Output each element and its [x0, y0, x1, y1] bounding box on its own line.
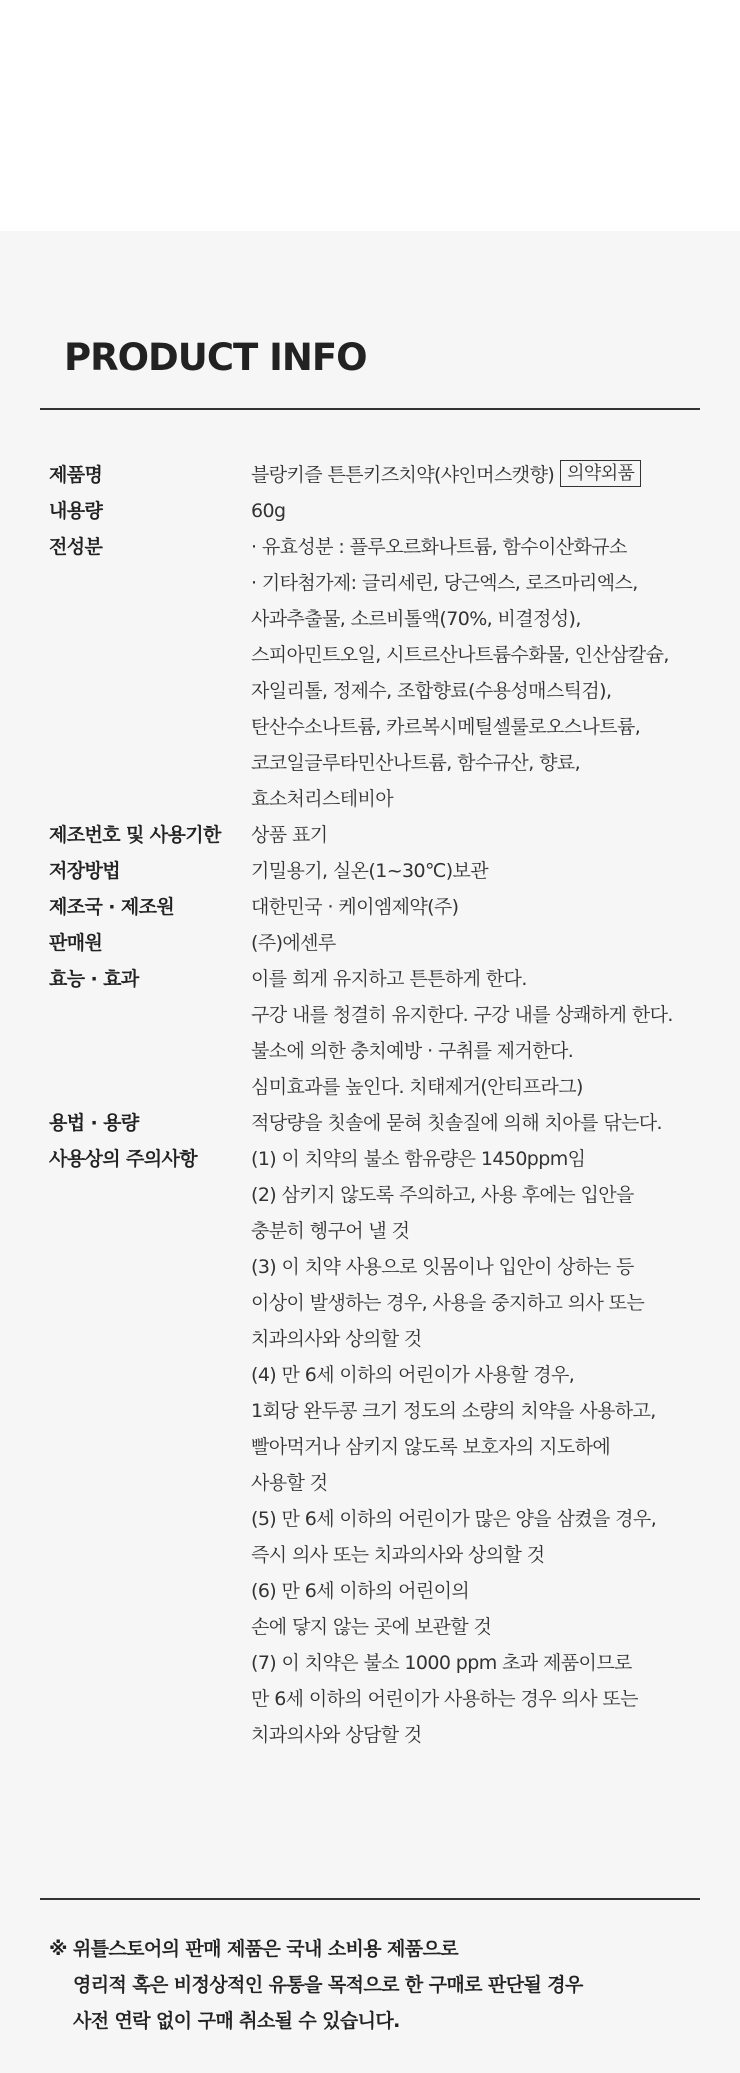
- info-label: 제조번호 및 사용기한: [49, 824, 221, 846]
- info-value: [251, 1141, 709, 1753]
- title-divider: [40, 408, 700, 410]
- info-label: 용법 · 용량: [49, 1112, 139, 1134]
- info-value-line: (5) 만 6세 이하의 어린이가 많은 양을 삼켰을 경우,: [251, 1508, 657, 1530]
- footer-divider: [40, 1898, 700, 1900]
- info-label: 판매원: [49, 932, 103, 954]
- info-value-line: 기밀용기, 실온(1~30℃)보관: [251, 860, 489, 882]
- info-row: [49, 889, 709, 925]
- info-value-line: (1) 이 치약의 불소 함유량은 1450ppm임: [251, 1148, 586, 1170]
- info-value-line: 구강 내를 청결히 유지한다. 구강 내를 상쾌하게 한다.: [251, 1004, 673, 1026]
- info-value-line: 치과의사와 상의할 것: [251, 1328, 422, 1350]
- info-label: 제품명: [49, 464, 103, 486]
- info-value-line: 만 6세 이하의 어린이가 사용하는 경우 의사 또는: [251, 1688, 638, 1710]
- info-value-line: 사용할 것: [251, 1472, 328, 1494]
- info-label: 효능 · 효과: [49, 968, 139, 990]
- info-row: [49, 529, 709, 817]
- info-row: [49, 1105, 709, 1141]
- info-value-line: 즉시 의사 또는 치과의사와 상의할 것: [251, 1544, 545, 1566]
- section-title: PRODUCT INFO: [64, 336, 367, 379]
- info-label: 저장방법: [49, 860, 121, 882]
- info-value: [251, 529, 709, 817]
- info-row: [49, 493, 709, 529]
- info-label: 내용량: [49, 500, 103, 522]
- info-value: [251, 889, 709, 925]
- info-value: [251, 1105, 709, 1141]
- info-row: [49, 925, 709, 961]
- notice-line: 사전 연락 없이 구매 취소될 수 있습니다.: [73, 2010, 400, 2032]
- product-info-table: [49, 457, 709, 1753]
- info-value-line: 사과추출물, 소르비톨액(70%, 비결정성),: [251, 608, 581, 630]
- info-value-line: (주)에센루: [251, 932, 336, 954]
- info-value-line: 효소처리스테비아: [251, 788, 394, 810]
- info-value-line: 치과의사와 상담할 것: [251, 1724, 422, 1746]
- info-value-line: 자일리톨, 정제수, 조합향료(수용성매스틱검),: [251, 680, 612, 702]
- info-value-line: 충분히 헹구어 낼 것: [251, 1220, 410, 1242]
- info-value: [251, 817, 709, 853]
- info-value-line: (7) 이 치약은 불소 1000 ppm 초과 제품이므로: [251, 1652, 632, 1674]
- info-label: 제조국 · 제조원: [49, 896, 175, 918]
- info-value-line: 심미효과를 높인다. 치태제거(안티프라그): [251, 1076, 583, 1098]
- info-value-line: 1회당 완두콩 크기 정도의 소량의 치약을 사용하고,: [251, 1400, 656, 1422]
- info-value-line: 상품 표기: [251, 824, 328, 846]
- info-value-line: · 기타첨가제: 글리세린, 당근엑스, 로즈마리엑스,: [251, 572, 638, 594]
- info-row: [49, 817, 709, 853]
- product-name-text: 블랑키즐 튼튼키즈치약(샤인머스캣향): [251, 464, 555, 486]
- info-value-line: 손에 닿지 않는 곳에 보관할 것: [251, 1616, 492, 1638]
- info-value-line: 빨아먹거나 삼키지 않도록 보호자의 지도하에: [251, 1436, 611, 1458]
- top-blank-area: [0, 0, 740, 231]
- info-value-line: 적당량을 칫솔에 묻혀 칫솔질에 의해 치아를 닦는다.: [251, 1112, 662, 1134]
- purchase-notice: [49, 1931, 583, 2039]
- info-value-line: 코코일글루타민산나트륨, 함수규산, 향료,: [251, 752, 581, 774]
- info-label: 전성분: [49, 536, 103, 558]
- info-value-line: 스피아민트오일, 시트르산나트륨수화물, 인산삼칼슘,: [251, 644, 669, 666]
- info-value-line: 60g: [251, 500, 286, 522]
- info-row-product-name: [49, 457, 709, 493]
- info-value-line: 불소에 의한 충치예방 · 구취를 제거한다.: [251, 1040, 574, 1062]
- info-value-line: (6) 만 6세 이하의 어린이의: [251, 1580, 470, 1602]
- info-value: [251, 961, 709, 1105]
- info-value-line: 이를 희게 유지하고 튼튼하게 한다.: [251, 968, 527, 990]
- info-value: [251, 925, 709, 961]
- info-value: [251, 853, 709, 889]
- info-value-line: · 유효성분 : 플루오르화나트륨, 함수이산화규소: [251, 536, 627, 558]
- info-value-line: 대한민국 · 케이엠제약(주): [251, 896, 459, 918]
- info-value-line: (3) 이 치약 사용으로 잇몸이나 입안이 상하는 등: [251, 1256, 634, 1278]
- info-value: [251, 457, 709, 493]
- quasi-drug-badge: 의약외품: [560, 460, 641, 487]
- notice-line: ※ 위틀스토어의 판매 제품은 국내 소비용 제품으로: [49, 1938, 459, 1960]
- info-label: 사용상의 주의사항: [49, 1148, 198, 1170]
- notice-line: 영리적 혹은 비정상적인 유통을 목적으로 한 구매로 판단될 경우: [73, 1974, 583, 1996]
- info-row: [49, 1141, 709, 1753]
- info-value-line: (2) 삼키지 않도록 주의하고, 사용 후에는 입안을: [251, 1184, 634, 1206]
- info-value-line: 이상이 발생하는 경우, 사용을 중지하고 의사 또는: [251, 1292, 645, 1314]
- info-value-line: (4) 만 6세 이하의 어린이가 사용할 경우,: [251, 1364, 575, 1386]
- product-info-section: [0, 231, 740, 2073]
- info-row: [49, 961, 709, 1105]
- info-row: [49, 853, 709, 889]
- info-value: [251, 493, 709, 529]
- info-value-line: 탄산수소나트륨, 카르복시메틸셀룰로오스나트륨,: [251, 716, 641, 738]
